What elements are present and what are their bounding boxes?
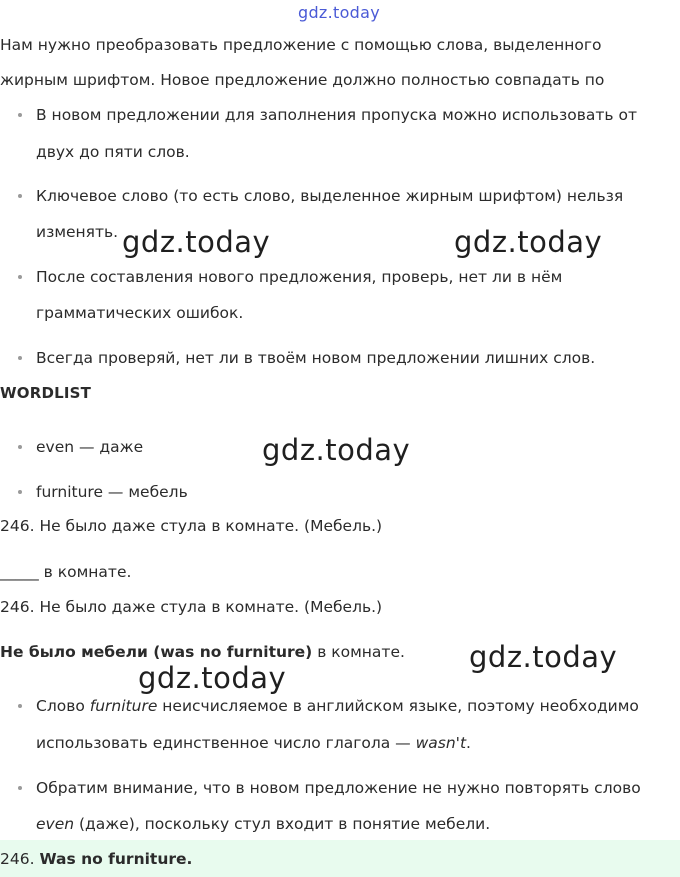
- intro-line-2: жирным шрифтом. Новое предложение должно полностью совпадать по: [0, 71, 605, 89]
- explanation-1-text-e: .: [466, 734, 471, 752]
- explanation-1-term-furniture: furniture: [89, 697, 158, 715]
- watermark-top: gdz.today: [298, 3, 380, 22]
- task-solution: [0, 642, 405, 662]
- rule-item-1-line-2: двух до пяти слов.: [36, 143, 190, 161]
- explanation-2-term-even: even: [36, 815, 75, 833]
- explanation-1-text-d: использовать единственное число глагола —: [36, 734, 416, 752]
- watermark-1: gdz.today: [122, 225, 271, 259]
- explanation-1-line-1: [36, 696, 639, 716]
- solution-rest: в комнате.: [312, 643, 405, 661]
- wordlist-heading: WORDLIST: [0, 384, 92, 402]
- explanation-2-text: (даже), поскольку стул входит в понятие мебели.: [74, 815, 491, 833]
- watermark-5: gdz.today: [138, 661, 287, 695]
- rule-item-1-line-1: В новом предложении для заполнения пропуска можно использовать от: [36, 106, 637, 124]
- answer-line: [0, 849, 192, 869]
- wordlist-item-furniture: furniture — мебель: [36, 483, 188, 501]
- rule-item-3-line-1: После составления нового предложения, проверь, нет ли в нём: [36, 268, 563, 286]
- rule-item-4: Всегда проверяй, нет ли в твоём новом предложении лишних слов.: [36, 349, 596, 367]
- watermark-4: gdz.today: [469, 640, 618, 674]
- watermark-3: gdz.today: [262, 433, 411, 467]
- explanation-1-text-a: Слово: [36, 697, 90, 715]
- intro-line-1: Нам нужно преобразовать предложение с помощью слова, выделенного: [0, 36, 602, 54]
- solution-bold-part: Не было мебели (was no furniture): [0, 643, 313, 661]
- wordlist-item-even: even — даже: [36, 438, 144, 456]
- answer-number: 246.: [0, 850, 35, 868]
- task-gap-line: _____ в комнате.: [0, 563, 132, 581]
- answer-text: Was no furniture.: [39, 850, 193, 868]
- explanation-1-term-wasnt: wasn't: [415, 734, 467, 752]
- explanation-1-text-c: неисчисляемое в английском языке, поэтому необходимо: [157, 697, 639, 715]
- explanation-2-line-2: [36, 814, 490, 834]
- watermark-2: gdz.today: [454, 225, 603, 259]
- task-prompt-repeat: 246. Не было даже стула в комнате. (Мебель.): [0, 598, 383, 616]
- task-prompt: 246. Не было даже стула в комнате. (Мебель.): [0, 517, 383, 535]
- rule-item-2-line-2: изменять.: [36, 223, 119, 241]
- rule-item-2-line-1: Ключевое слово (то есть слово, выделенное жирным шрифтом) нельзя: [36, 187, 624, 205]
- explanation-1-line-2: [36, 733, 471, 753]
- rule-item-3-line-2: грамматических ошибок.: [36, 304, 244, 322]
- explanation-2-line-1: Обратим внимание, что в новом предложение не нужно повторять слово: [36, 779, 641, 797]
